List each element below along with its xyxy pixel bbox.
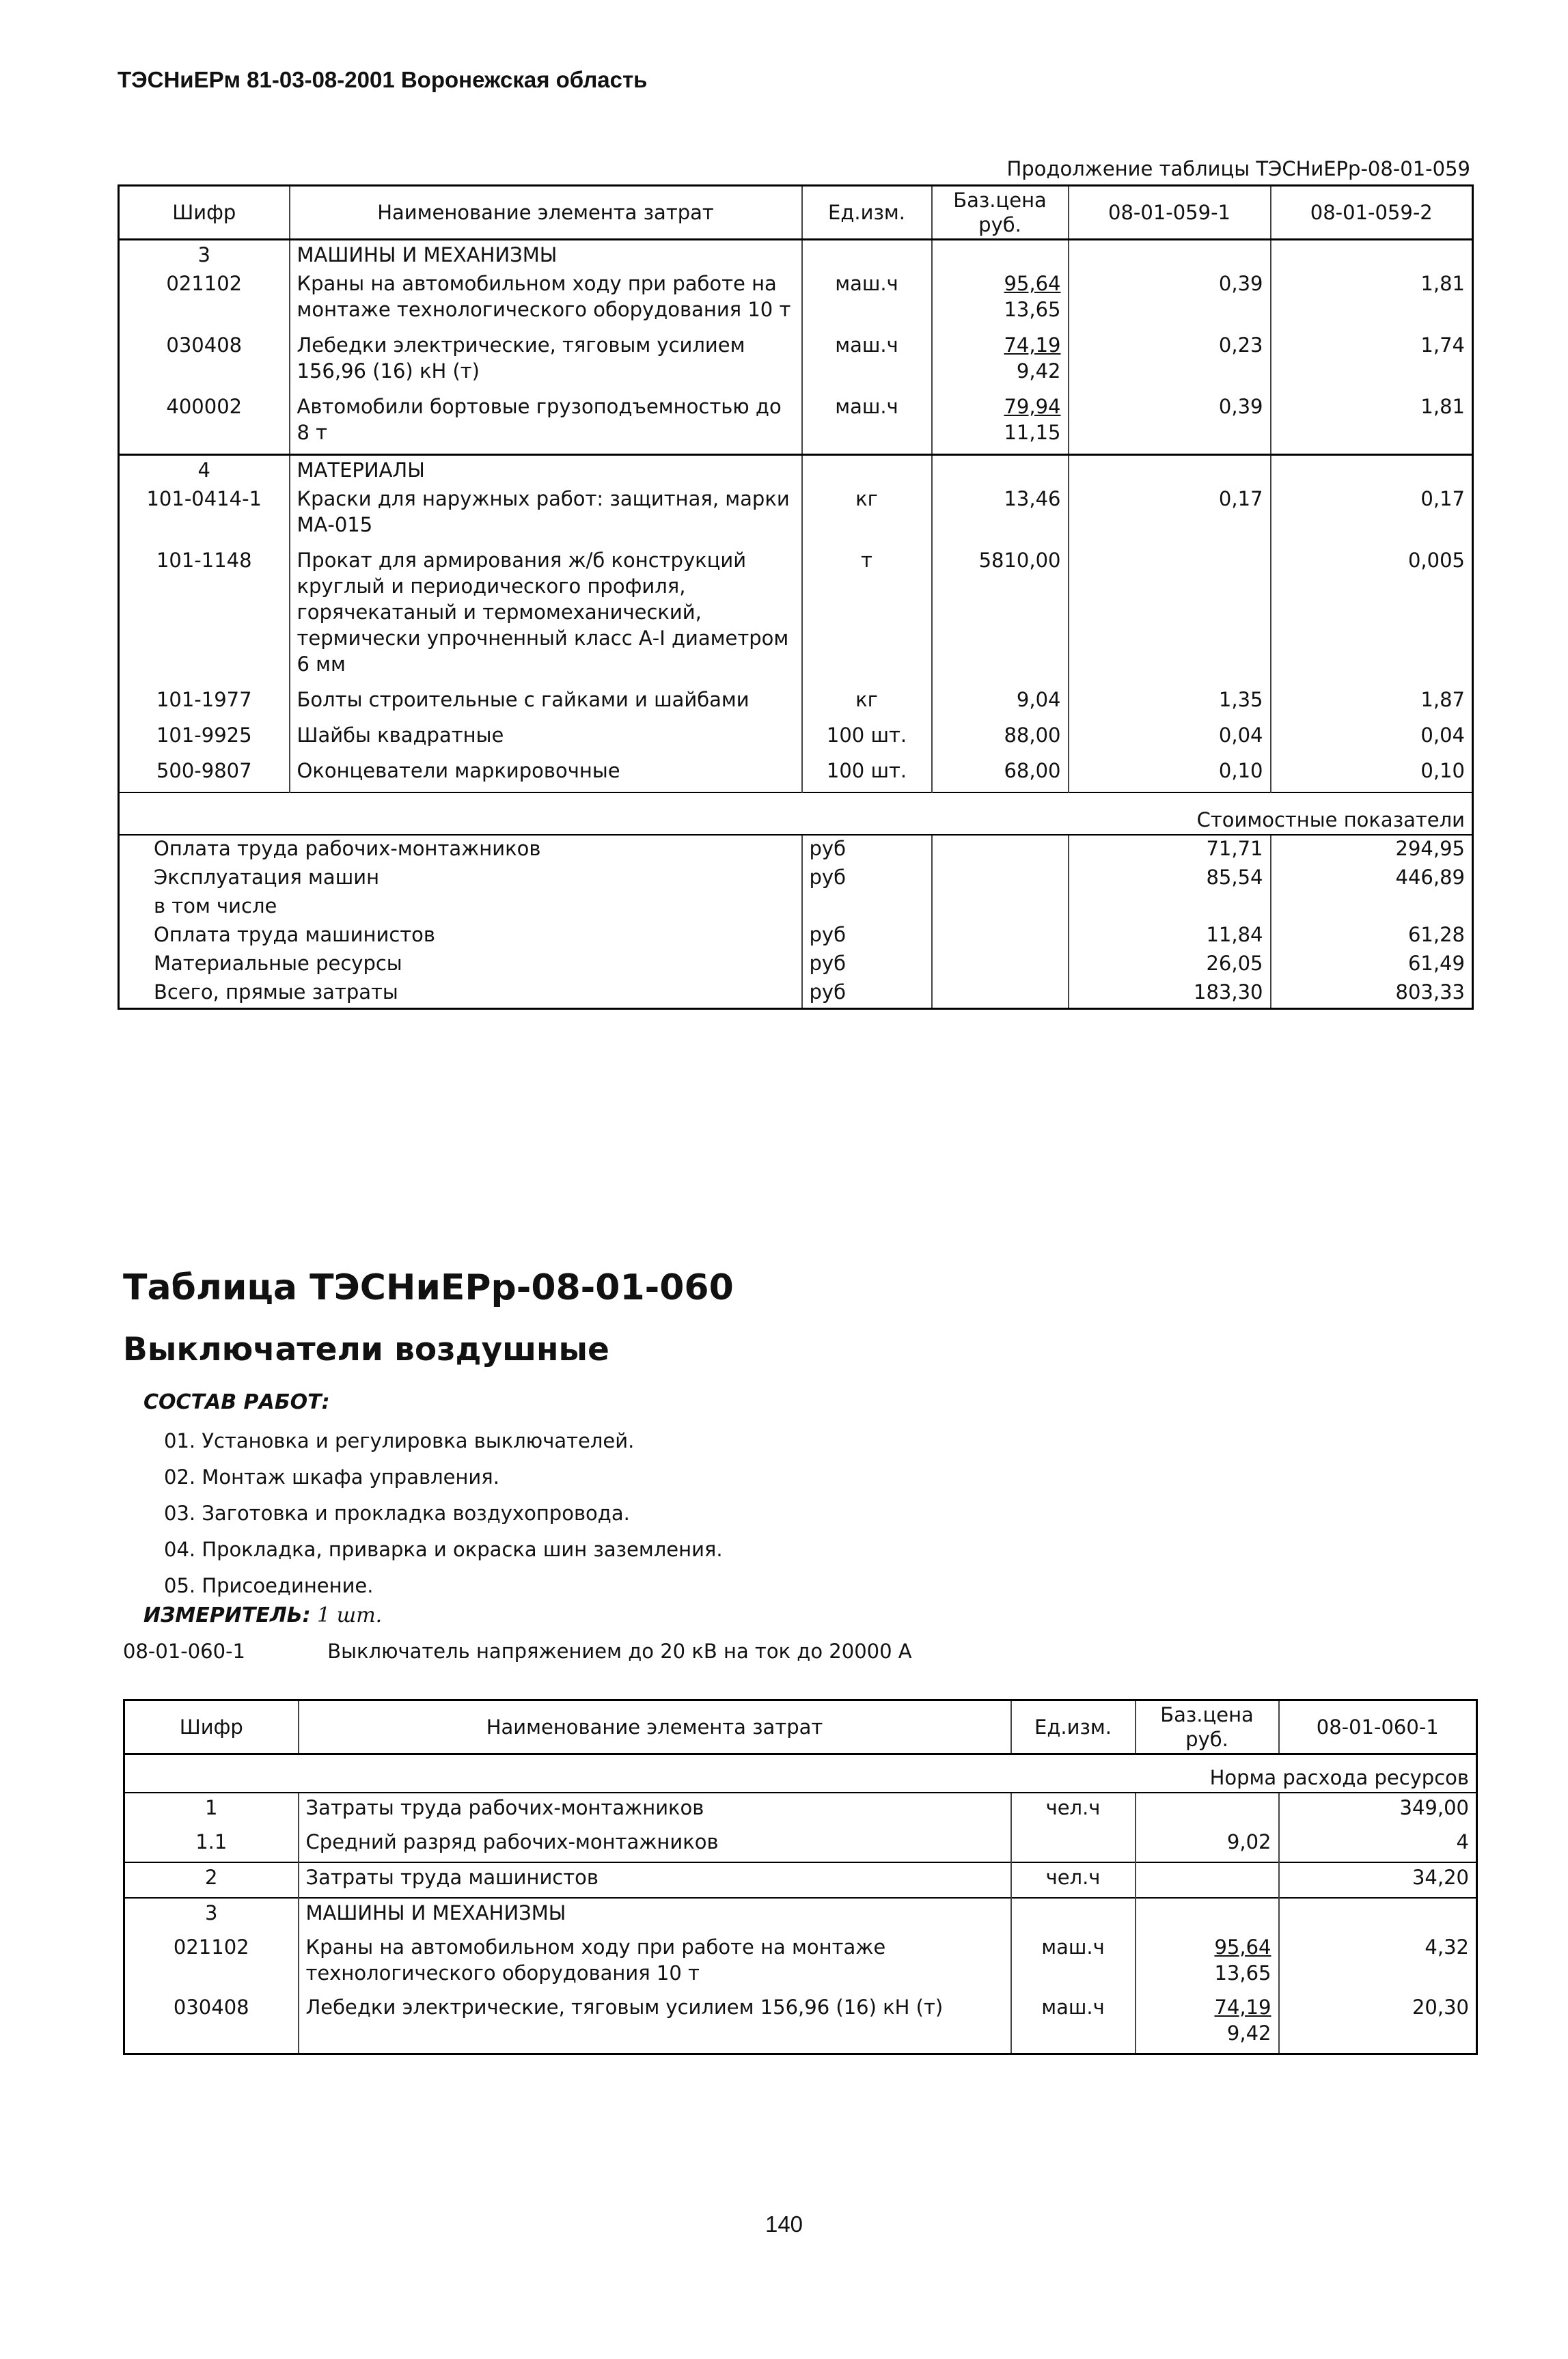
row-value-2: 0,005 (1271, 546, 1473, 685)
cost-value-2: 61,28 (1271, 922, 1473, 950)
page-header: ТЭСНиЕРм 81-03-08-2001 Воронежская область (118, 67, 648, 92)
cost-unit: руб (802, 864, 932, 893)
table-title: Таблица ТЭСНиЕРр-08-01-060 (123, 1267, 734, 1308)
row-unit: т (802, 546, 932, 685)
cost-value-2: 61,49 (1271, 950, 1473, 979)
cost-name: Оплата труда машинистов (154, 923, 435, 946)
cost-row (119, 922, 1473, 950)
table-row (119, 721, 1473, 756)
row-code: 021102 (173, 1935, 249, 1959)
header-col-060-1: 08-01-060-1 (1279, 1700, 1477, 1754)
cost-name: Материальные ресурсы (154, 952, 402, 975)
row-code: 021102 (166, 272, 243, 295)
price-labor-value: 13,65 (1004, 298, 1061, 321)
header-unit: Ед.изм. (802, 186, 932, 240)
table-row (124, 1793, 1477, 1827)
cost-row (119, 979, 1473, 1009)
price-labor-value: 9,42 (1226, 2022, 1271, 2045)
row-code: 2 (124, 1862, 299, 1898)
work-item: 05. Присоединение. (164, 1574, 374, 1597)
row-value-1: 0,23 (1069, 331, 1271, 392)
cost-row (119, 950, 1473, 979)
section-row (119, 455, 1473, 485)
row-unit: маш.ч (802, 269, 932, 331)
cost-row (119, 835, 1473, 864)
row-price (1136, 1862, 1279, 1898)
row-value-2: 0,04 (1271, 721, 1473, 756)
measure-line (143, 1603, 382, 1627)
row-value-2: 1,81 (1271, 392, 1473, 455)
table-row (119, 756, 1473, 792)
row-code: 030408 (173, 1996, 249, 2019)
row-code: 101-1148 (156, 549, 252, 572)
row-unit: маш.ч (1011, 1993, 1136, 2054)
row-name: Краны на автомобильном ходу при работе на монтаже технологического оборудования 10 т (290, 269, 802, 331)
table-header-row (124, 1700, 1477, 1754)
row-name: Краны на автомобильном ходу при работе на монтаже технологического оборудования 10 т (299, 1933, 1011, 1993)
price-labor-value: 9,42 (1016, 359, 1061, 383)
table-row (124, 1933, 1477, 1993)
cost-name: Оплата труда рабочих-монтажников (119, 835, 802, 864)
row-code: 500-9807 (156, 759, 252, 782)
cost-value-1: 85,54 (1069, 864, 1271, 893)
cost-value-1: 183,30 (1069, 979, 1271, 1009)
item-line (123, 1640, 912, 1663)
cost-title: Стоимостные показатели (119, 792, 1473, 835)
resource-table-059 (118, 184, 1474, 1010)
cost-value-2: 803,33 (1271, 979, 1473, 1009)
row-price (1136, 1793, 1279, 1827)
table-row (124, 1862, 1477, 1898)
row-price (932, 721, 1069, 756)
cost-name: Эксплуатация машин (154, 866, 380, 889)
norm-title: Норма расхода ресурсов (124, 1754, 1477, 1793)
row-value-1: 1,35 (1069, 685, 1271, 721)
row-name: Болты строительные с гайками и шайбами (290, 685, 802, 721)
cost-unit: руб (802, 979, 932, 1009)
row-value-1: 0,39 (1069, 392, 1271, 455)
row-name: Автомобили бортовые грузоподъемностью до 8 т (290, 392, 802, 455)
table-row (124, 1993, 1477, 2054)
row-value-1: 0,04 (1069, 721, 1271, 756)
price-value: 74,19 (1214, 1996, 1271, 2019)
work-item: 03. Заготовка и прокладка воздухопровода. (164, 1502, 630, 1525)
row-price (1136, 1898, 1279, 1933)
measure-value: 1 шт. (317, 1603, 383, 1627)
row-price (1136, 1933, 1279, 1993)
works-label: СОСТАВ РАБОТ: (143, 1390, 330, 1414)
cost-row (119, 864, 1473, 893)
work-item: 04. Прокладка, приварка и окраска шин заземления. (164, 1538, 723, 1561)
table-row (119, 269, 1473, 331)
empty-cell (932, 835, 1069, 864)
section-row (124, 1898, 1477, 1933)
row-value-1: 34,20 (1279, 1862, 1477, 1898)
empty-cell (932, 455, 1069, 485)
cost-row (119, 893, 1473, 922)
cost-unit (802, 893, 932, 922)
empty-cell (802, 240, 932, 270)
row-unit: чел.ч (1011, 1793, 1136, 1827)
row-value-2: 0,17 (1271, 484, 1473, 546)
work-item: 01. Установка и регулировка выключателей. (164, 1429, 635, 1452)
measure-label: ИЗМЕРИТЕЛЬ: (143, 1603, 311, 1627)
header-name: Наименование элемента затрат (290, 186, 802, 240)
table-row (119, 685, 1473, 721)
section-title: МАШИНЫ И МЕХАНИЗМЫ (290, 240, 802, 270)
header-code: Шифр (119, 186, 290, 240)
row-name: Лебедки электрические, тяговым усилием 156,96 (16) кН (т) (299, 1993, 1011, 2054)
header-unit: Ед.изм. (1011, 1700, 1136, 1754)
row-value-1: 0,39 (1069, 269, 1271, 331)
section-row (119, 240, 1473, 270)
row-name: МАШИНЫ И МЕХАНИЗМЫ (299, 1898, 1011, 1933)
row-value-2: 1,74 (1271, 331, 1473, 392)
row-price (932, 392, 1069, 455)
row-code: 030408 (166, 333, 243, 357)
cost-unit: руб (802, 950, 932, 979)
empty-cell (802, 455, 932, 485)
row-price (932, 484, 1069, 546)
section-title: МАТЕРИАЛЫ (290, 455, 802, 485)
empty-cell (932, 893, 1069, 922)
row-code: 1.1 (195, 1830, 228, 1853)
row-unit: 100 шт. (802, 721, 932, 756)
empty-cell (932, 922, 1069, 950)
row-code: 101-0414-1 (146, 487, 262, 510)
row-price (932, 331, 1069, 392)
row-name: Шайбы квадратные (290, 721, 802, 756)
price-value: 68,00 (1004, 759, 1061, 782)
empty-cell (932, 864, 1069, 893)
row-value-1: 0,17 (1069, 484, 1271, 546)
table-subtitle: Выключатели воздушные (123, 1331, 609, 1368)
empty-cell (1069, 455, 1271, 485)
header-price: Баз.цена руб. (932, 186, 1069, 240)
cost-name: Всего, прямые затраты (154, 980, 398, 1004)
norm-title-row (124, 1754, 1477, 1793)
row-unit: 100 шт. (802, 756, 932, 792)
header-col-059-2: 08-01-059-2 (1271, 186, 1473, 240)
row-price (1136, 1827, 1279, 1862)
row-unit (1011, 1827, 1136, 1862)
table-continuation-caption: Продолжение таблицы ТЭСНиЕРр-08-01-059 (1006, 157, 1470, 180)
table-row (119, 331, 1473, 392)
row-unit: маш.ч (1011, 1933, 1136, 1993)
cost-unit: руб (802, 835, 932, 864)
price-value: 95,64 (1004, 272, 1061, 295)
row-value-1 (1279, 1898, 1477, 1933)
work-item: 02. Монтаж шкафа управления. (164, 1465, 499, 1489)
cost-name: в том числе (154, 894, 277, 918)
cost-value-2 (1271, 893, 1473, 922)
row-name: Краски для наружных работ: защитная, марки МА-015 (290, 484, 802, 546)
row-name: Прокат для армирования ж/б конструкций круглый и периодического профиля, горячекатаный и термомеханический, термически упрочненный класс А-I диаметром 6 мм (290, 546, 802, 685)
price-value: 74,19 (1004, 333, 1061, 357)
price-value: 95,64 (1214, 1935, 1271, 1959)
item-description: Выключатель напряжением до 20 кВ на ток до 20000 А (327, 1640, 912, 1663)
row-name: Оконцеватели маркировочные (290, 756, 802, 792)
cost-value-1: 26,05 (1069, 950, 1271, 979)
row-code: 1 (205, 1796, 218, 1819)
row-unit: маш.ч (802, 331, 932, 392)
row-name: Средний разряд рабочих-монтажников (299, 1827, 1011, 1862)
price-value: 13,46 (1004, 487, 1061, 510)
cost-value-2: 294,95 (1271, 835, 1473, 864)
price-value: 9,04 (1016, 688, 1061, 711)
table-body (124, 1754, 1477, 2054)
row-unit (1011, 1898, 1136, 1933)
table-row (119, 484, 1473, 546)
cost-value-1 (1069, 893, 1271, 922)
cost-value-1: 11,84 (1069, 922, 1271, 950)
row-value-2: 0,10 (1271, 756, 1473, 792)
price-value: 5810,00 (978, 549, 1061, 572)
empty-cell (932, 979, 1069, 1009)
empty-cell (1069, 240, 1271, 270)
row-unit: кг (802, 484, 932, 546)
row-code: 101-9925 (156, 723, 252, 747)
row-price (932, 269, 1069, 331)
row-name: Затраты труда рабочих-монтажников (299, 1793, 1011, 1827)
row-unit: чел.ч (1011, 1862, 1136, 1898)
row-name: Лебедки электрические, тяговым усилием 156,96 (16) кН (т) (290, 331, 802, 392)
header-col-059-1: 08-01-059-1 (1069, 186, 1271, 240)
price-value: 9,02 (1226, 1830, 1271, 1853)
row-unit: маш.ч (802, 392, 932, 455)
row-price (932, 685, 1069, 721)
row-value-1: 4 (1279, 1827, 1477, 1862)
row-value-1 (1069, 546, 1271, 685)
row-price (1136, 1993, 1279, 2054)
row-unit: кг (802, 685, 932, 721)
works-list (164, 1423, 723, 1604)
row-price (932, 756, 1069, 792)
section-code: 3 (119, 240, 290, 270)
row-price (932, 546, 1069, 685)
empty-cell (932, 950, 1069, 979)
price-labor-value: 13,65 (1214, 1961, 1271, 1985)
page-number: 140 (765, 2211, 803, 2237)
row-name: Затраты труда машинистов (299, 1862, 1011, 1898)
cost-unit: руб (802, 922, 932, 950)
cost-title-row (119, 792, 1473, 835)
price-value: 79,94 (1004, 395, 1061, 418)
section-code: 4 (119, 455, 290, 485)
row-value-1: 4,32 (1279, 1933, 1477, 1993)
item-code: 08-01-060-1 (123, 1640, 245, 1663)
table-body (119, 240, 1473, 1009)
row-value-2: 1,87 (1271, 685, 1473, 721)
row-value-1: 349,00 (1279, 1793, 1477, 1827)
row-value-1: 0,10 (1069, 756, 1271, 792)
table-row (124, 1827, 1477, 1862)
header-price: Баз.цена руб. (1136, 1700, 1279, 1754)
price-value: 88,00 (1004, 723, 1061, 747)
row-value-2: 1,81 (1271, 269, 1473, 331)
table-header-row (119, 186, 1473, 240)
empty-cell (1271, 455, 1473, 485)
cost-value-2: 446,89 (1271, 864, 1473, 893)
row-code: 400002 (166, 395, 243, 418)
empty-cell (1271, 240, 1473, 270)
table-row (119, 392, 1473, 455)
row-code: 3 (124, 1898, 299, 1933)
empty-cell (932, 240, 1069, 270)
resource-table-060 (123, 1699, 1478, 2055)
header-name: Наименование элемента затрат (299, 1700, 1011, 1754)
price-labor-value: 11,15 (1004, 421, 1061, 444)
header-code: Шифр (124, 1700, 299, 1754)
row-value-1: 20,30 (1279, 1993, 1477, 2054)
table-row (119, 546, 1473, 685)
cost-value-1: 71,71 (1069, 835, 1271, 864)
row-code: 101-1977 (156, 688, 252, 711)
